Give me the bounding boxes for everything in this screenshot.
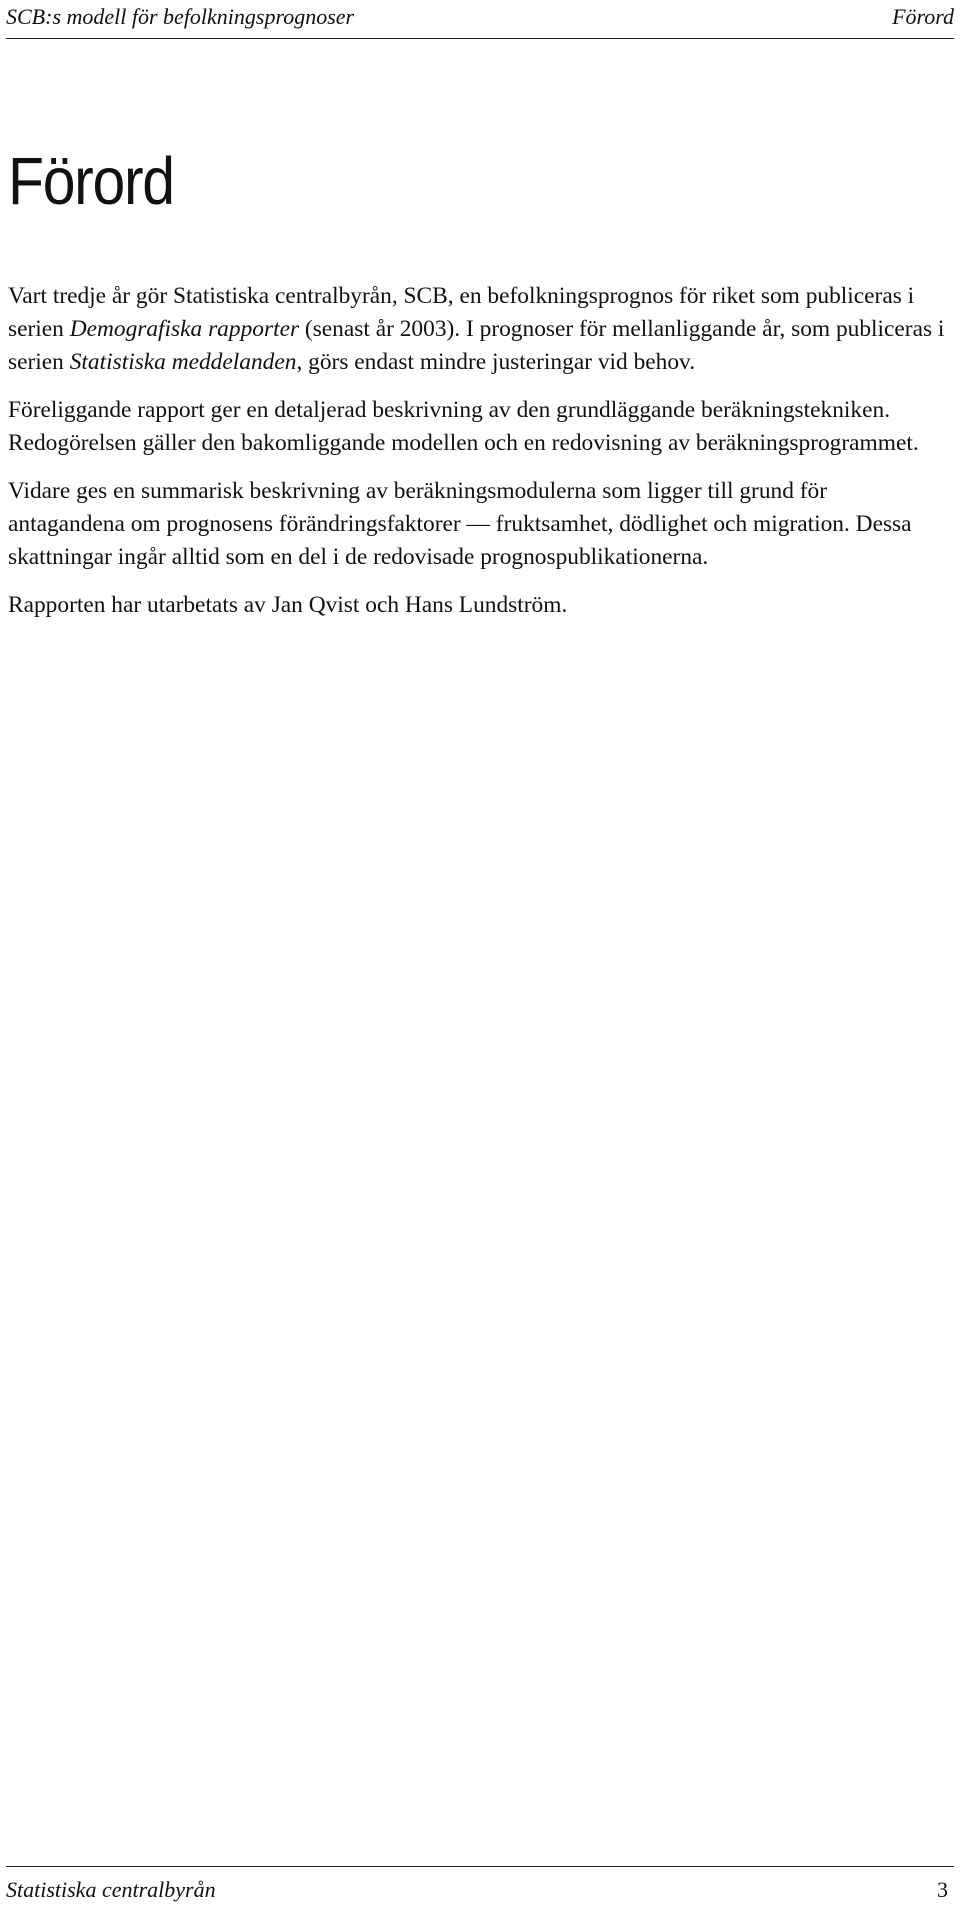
paragraph-1-text-a: Vart tredje år gör Statistiska centralbyrån, SCB, en befolkningsprognos för riket som publiceras i serien	[8, 283, 915, 342]
series-name-statistiska-meddelanden: Statistiska meddelanden	[69, 349, 297, 375]
paragraph-1-text-e: , görs endast mindre justeringar vid behov.	[296, 349, 696, 375]
header-section-title: Förord	[892, 4, 954, 29]
paragraph-2: Föreliggande rapport ger en detaljerad beskrivning av den grundläggande beräkningstekniken. Redogörelsen gäller den bakomliggande modellen och en redovisning av beräkningsprogrammet.	[8, 397, 919, 456]
page-number: 3	[937, 1877, 948, 1902]
header-publication-title: SCB:s modell för befolkningsprognoser	[6, 4, 355, 29]
paragraph-3: Vidare ges en summarisk beskrivning av beräkningsmodulerna som ligger till grund för antagandena om prognosens förändringsfaktorer — fruktsamhet, dödlighet och migration. Dessa skattningar ingår alltid som en del i de redovisade prognospublikationerna.	[8, 478, 912, 570]
page-title: Förord	[8, 144, 174, 219]
paragraph-4: Rapporten har utarbetats av Jan Qvist och Hans Lundström.	[8, 592, 568, 618]
running-header	[6, 0, 954, 39]
paragraph-1	[8, 280, 948, 379]
series-name-demografiska-rapporter: Demografiska rapporter	[69, 316, 300, 342]
paragraph-1-text-c: (senast år 2003). I prognoser för mellanliggande år, som publiceras i serien	[8, 316, 945, 375]
body-text	[8, 280, 948, 637]
running-footer	[6, 1866, 954, 1916]
footer-publisher: Statistiska centralbyrån	[6, 1877, 216, 1902]
